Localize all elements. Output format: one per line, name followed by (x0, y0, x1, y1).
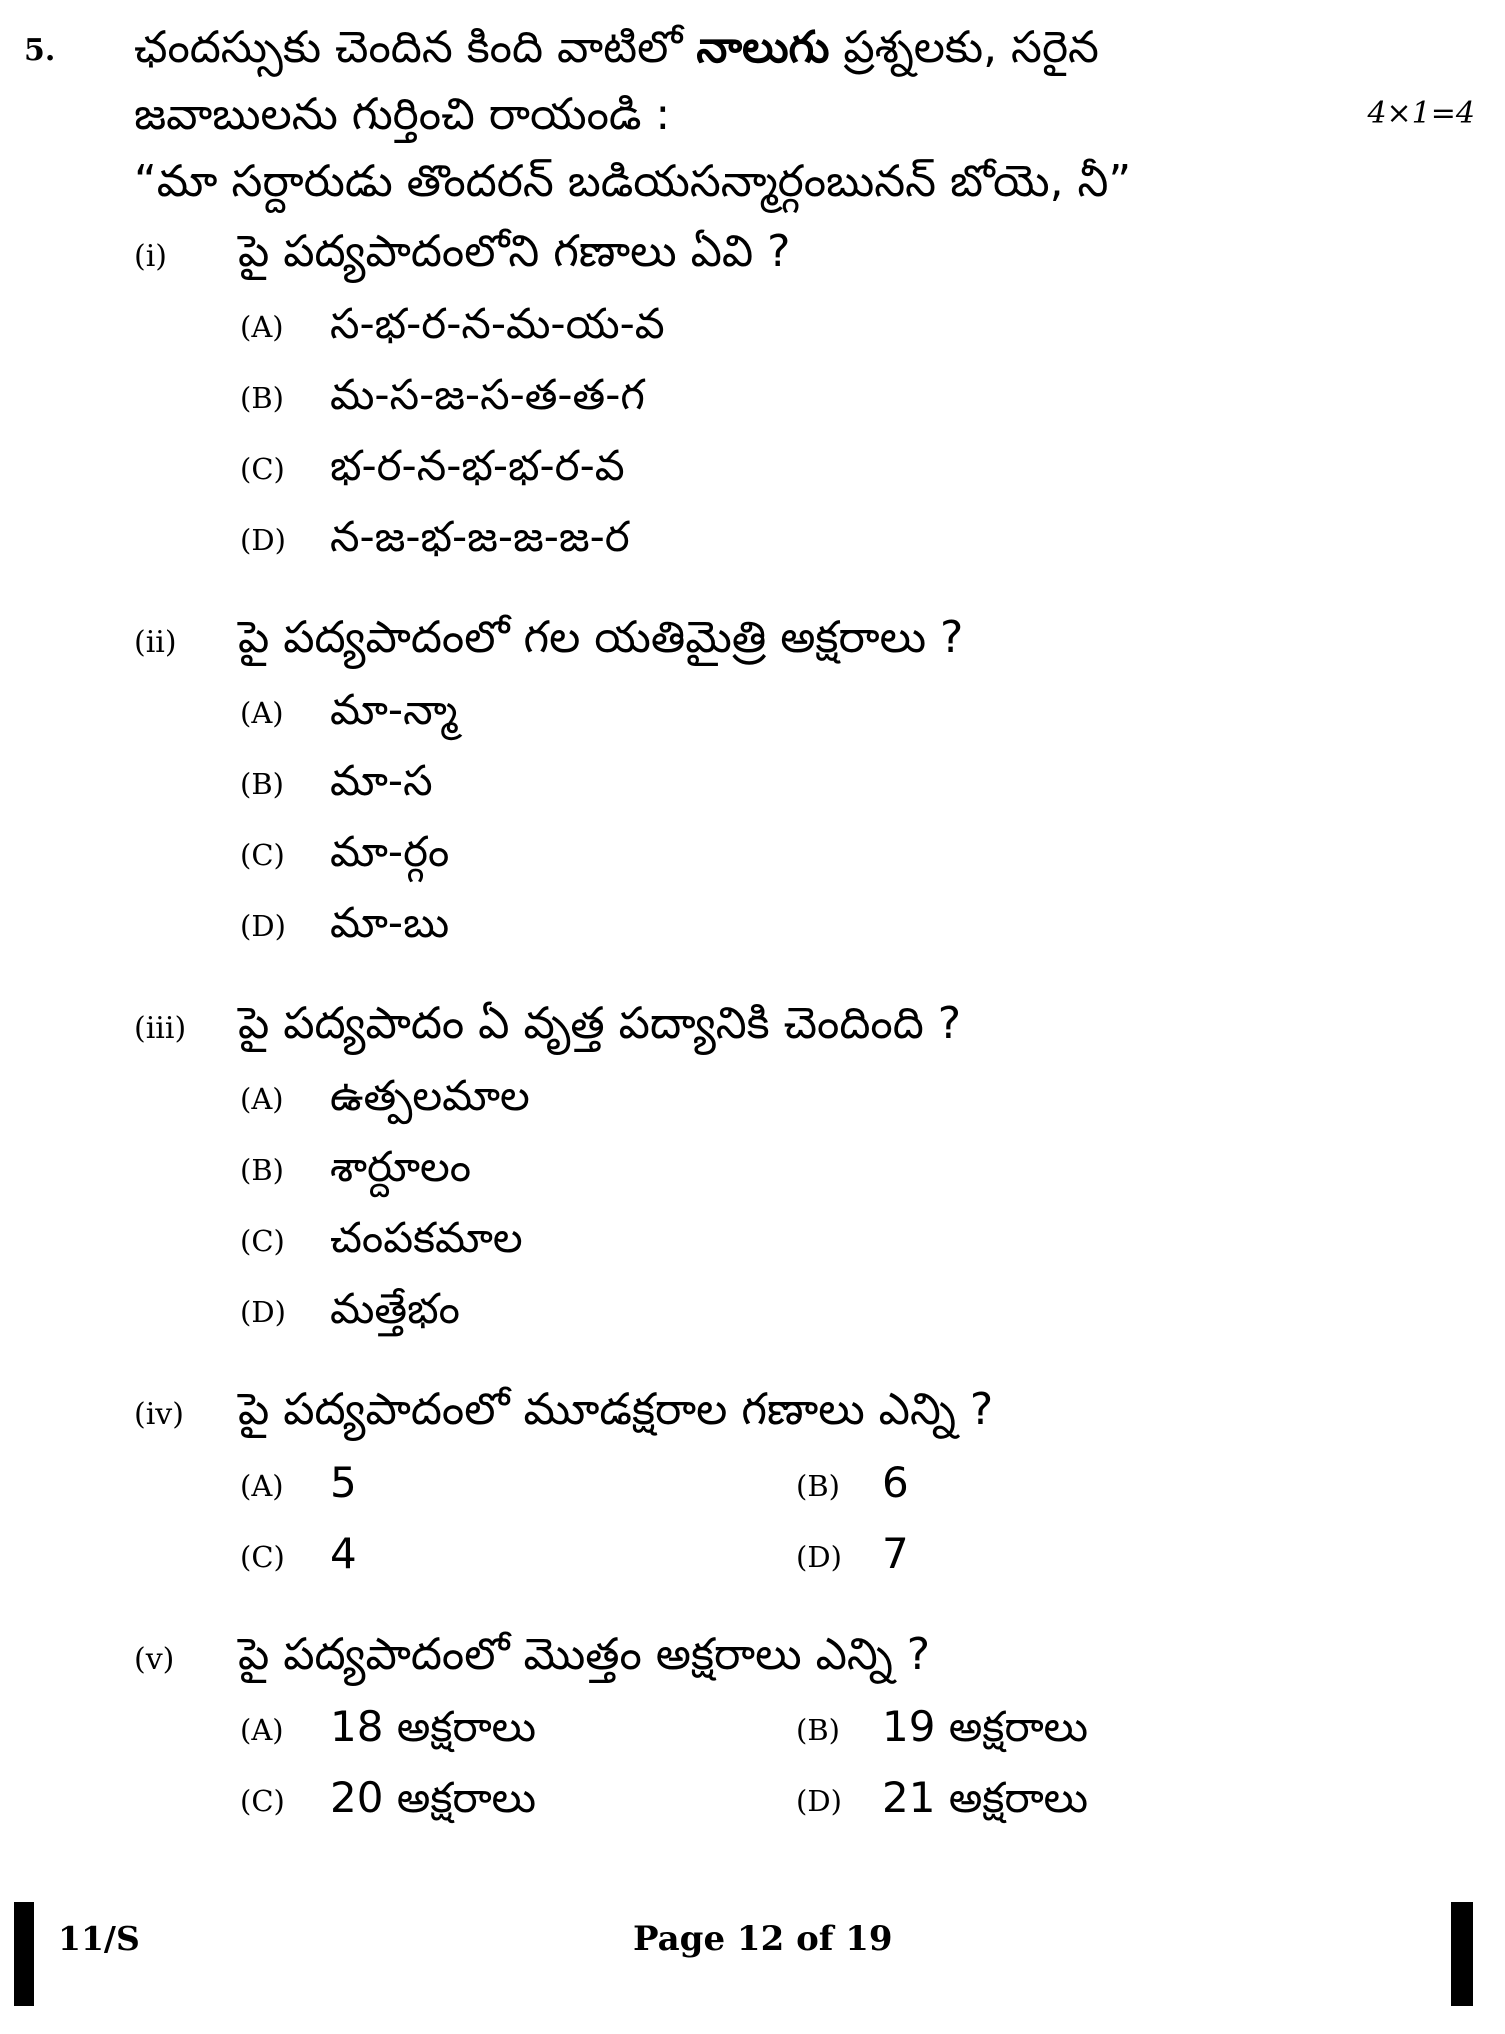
subquestion-text: పై పద్యపాదంలో మూడక్షరాల గణాలు ఎన్ని ? (238, 1384, 994, 1435)
option-label: (D) (240, 1295, 286, 1329)
option-label: (B) (240, 381, 284, 415)
paper-code: 11/S (58, 1919, 140, 1958)
option-text: భ-ర-న-భ-భ-ర-వ (330, 441, 625, 490)
option-text: 4 (330, 1529, 357, 1578)
option-text: 21 అక్షరాలు (882, 1773, 1088, 1822)
option-text: శార్దూలం (330, 1142, 472, 1191)
option-label: (A) (240, 1082, 284, 1116)
option-text: 6 (882, 1458, 909, 1507)
left-margin-bar (14, 1902, 34, 2006)
subquestion-text: పై పద్యపాదంలోని గణాలు ఏవి ? (238, 226, 791, 277)
option-label: (C) (240, 1540, 285, 1574)
question-number: 5. (24, 33, 56, 68)
option-text: 5 (330, 1458, 357, 1507)
option-label: (C) (240, 1224, 285, 1258)
option-label: (D) (240, 523, 286, 557)
option-label: (A) (240, 1469, 284, 1503)
option-label: (A) (240, 310, 284, 344)
subquestion-label: (iv) (134, 1397, 184, 1432)
option-text: మా-ర్గం (330, 827, 450, 876)
option-text: న-జ-భ-జ-జ-జ-ర (330, 512, 630, 561)
subquestion-text: పై పద్యపాదం ఏ వృత్త పద్యానికి చెందింది ? (238, 998, 962, 1049)
option-label: (B) (796, 1713, 840, 1747)
instruction-text-part-2: ప్రశ్నలకు, సరైన (843, 22, 1099, 73)
option-text: మా-న్మా (330, 685, 458, 734)
option-text: ఉత్పలమాల (330, 1071, 530, 1120)
option-text: 18 అక్షరాలు (330, 1702, 536, 1751)
subquestion-label: (i) (134, 239, 168, 274)
option-label: (A) (240, 1713, 284, 1747)
marks-allocation: 4×1=4 (1367, 96, 1475, 131)
option-text: 7 (882, 1529, 909, 1578)
question-instruction-line-1 (134, 22, 1099, 73)
instruction-emphasis: నాలుగు (696, 22, 830, 73)
option-text: చంపకమాల (330, 1213, 523, 1262)
option-label: (B) (240, 767, 284, 801)
option-label: (B) (240, 1153, 284, 1187)
subquestion-text: పై పద్యపాదంలో మొత్తం అక్షరాలు ఎన్ని ? (238, 1629, 931, 1680)
subquestion-label: (v) (134, 1642, 175, 1677)
option-text: 20 అక్షరాలు (330, 1773, 536, 1822)
option-text: మ-స-జ-స-త-త-గ (330, 370, 645, 419)
option-text: 19 అక్షరాలు (882, 1702, 1088, 1751)
option-text: స-భ-ర-న-మ-య-వ (330, 299, 665, 348)
subquestion-label: (ii) (134, 625, 177, 660)
subquestion-text: పై పద్యపాదంలో గల యతిమైత్రి అక్షరాలు ? (238, 612, 964, 663)
option-text: మా-స (330, 756, 433, 805)
option-label: (C) (240, 1784, 285, 1818)
right-margin-bar (1451, 1902, 1473, 2006)
option-label: (C) (240, 452, 285, 486)
page-number: Page 12 of 19 (633, 1919, 893, 1959)
option-label: (D) (796, 1540, 842, 1574)
option-label: (D) (796, 1784, 842, 1818)
option-label: (D) (240, 909, 286, 943)
option-label: (B) (796, 1469, 840, 1503)
option-text: మత్తేభం (330, 1284, 460, 1333)
subquestion-label: (iii) (134, 1011, 187, 1046)
poem-line: “మా సర్దారుడు తొందరన్ బడియసన్మార్గంబునన్ బోయె, నీ” (134, 156, 1132, 207)
instruction-text-part-1: ఛందస్సుకు చెందిన కింది వాటిలో (134, 22, 683, 73)
question-instruction-line-2: జవాబులను గుర్తించి రాయండి : (134, 89, 671, 140)
option-text: మా-బు (330, 898, 450, 947)
option-label: (C) (240, 838, 285, 872)
option-label: (A) (240, 696, 284, 730)
